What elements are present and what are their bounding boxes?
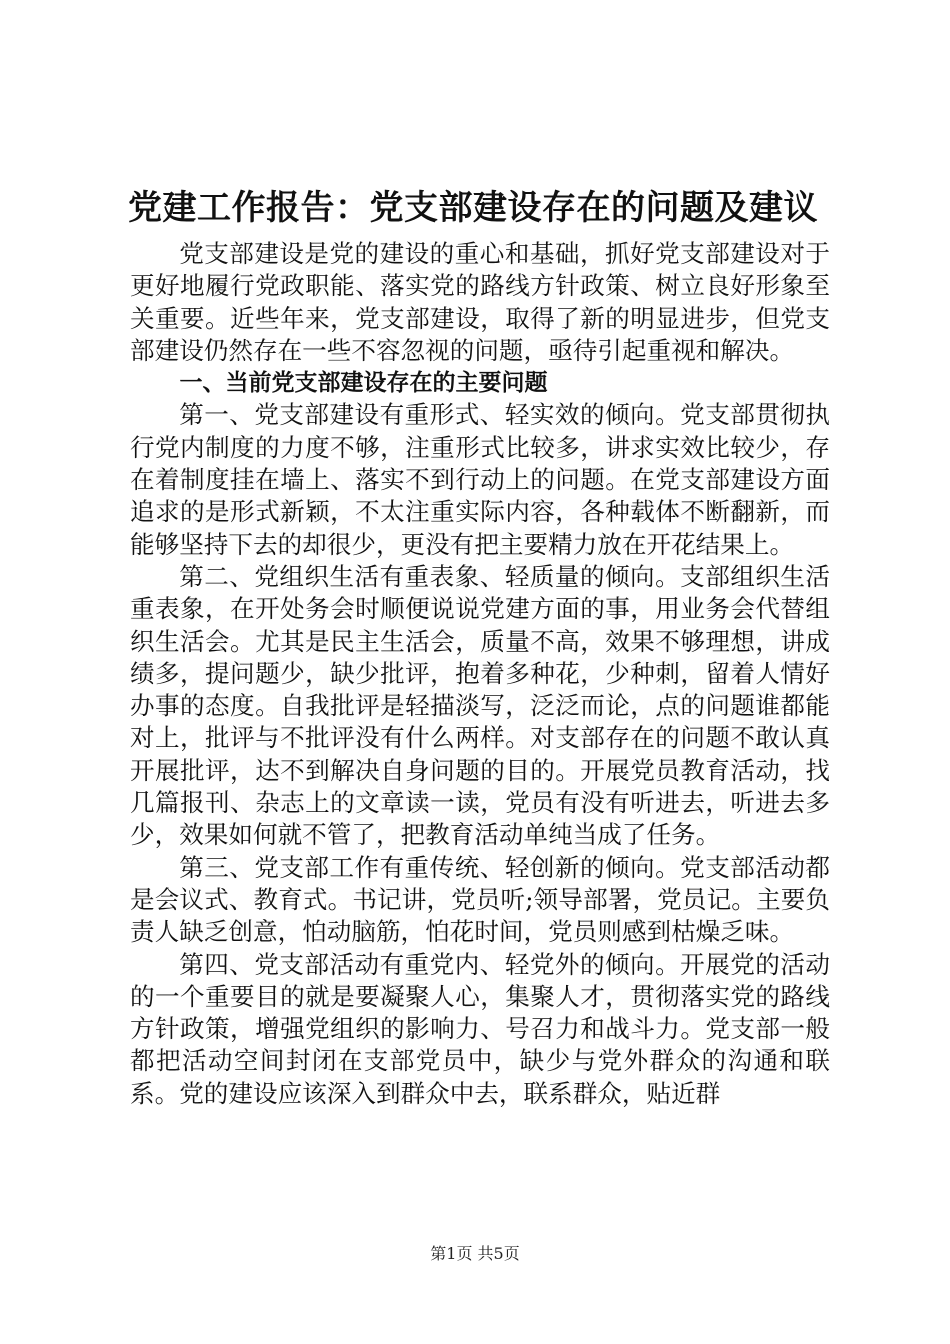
paragraph-second: 第二、党组织生活有重表象、轻质量的倾向。支部组织生活重表象，在开处务会时顺便说说党建方面的事，用业务会代替组织生活会。尤其是民主生活会，质量不高，效果不够理想，讲成绩多，提问题少，缺少批评，抱着多种花，少种刺，留着人情好办事的态度。自我批评是轻描淡写，泛泛而论，点的问题谁都能对上，批评与不批评没有什么两样。对支部存在的问题不敢认真开展批评，达不到解决自身问题的目的。开展党员教育活动，找几篇报刊、杂志上的文章读一读，党员有没有听进去，听进去多少，效果如何就不管了，把教育活动单纯当成了任务。 [130,561,830,850]
document-body [130,238,830,1110]
document-title: 党建工作报告：党支部建设存在的问题及建议 [128,188,818,228]
section-heading: 一、当前党支部建设存在的主要问题 [179,370,548,397]
intro-paragraph: 党支部建设是党的建设的重心和基础，抓好党支部建设对于更好地履行党政职能、落实党的路线方针政策、树立良好形象至关重要。近些年来，党支部建设，取得了新的明显进步，但党支部建设仍然存在一些不容忽视的问题，亟待引起重视和解决。 [130,239,830,365]
page-footer: 第1页 共5页 [430,1244,520,1263]
paragraph-fourth: 第四、党支部活动有重党内、轻党外的倾向。开展党的活动的一个重要目的就是要凝聚人心，集聚人才，贯彻落实党的路线方针政策，增强党组织的影响力、号召力和战斗力。党支部一般都把活动空间封闭在支部党员中，缺少与党外群众的沟通和联系。党的建设应该深入到群众中去，联系群众，贴近群 [130,949,830,1108]
paragraph-third: 第三、党支部工作有重传统、轻创新的倾向。党支部活动都是会议式、教育式。书记讲，党员听;领导部署，党员记。主要负责人缺乏创意，怕动脑筋，怕花时间，党员则感到枯燥乏味。 [130,852,830,947]
paragraph-first: 第一、党支部建设有重形式、轻实效的倾向。党支部贯彻执行党内制度的力度不够，注重形式比较多，讲求实效比较少，存在着制度挂在墙上、落实不到行动上的问题。在党支部建设方面追求的是形式新颖，不太注重实际内容，各种载体不断翻新，而能够坚持下去的却很少，更没有把主要精力放在开花结果上。 [130,400,830,559]
